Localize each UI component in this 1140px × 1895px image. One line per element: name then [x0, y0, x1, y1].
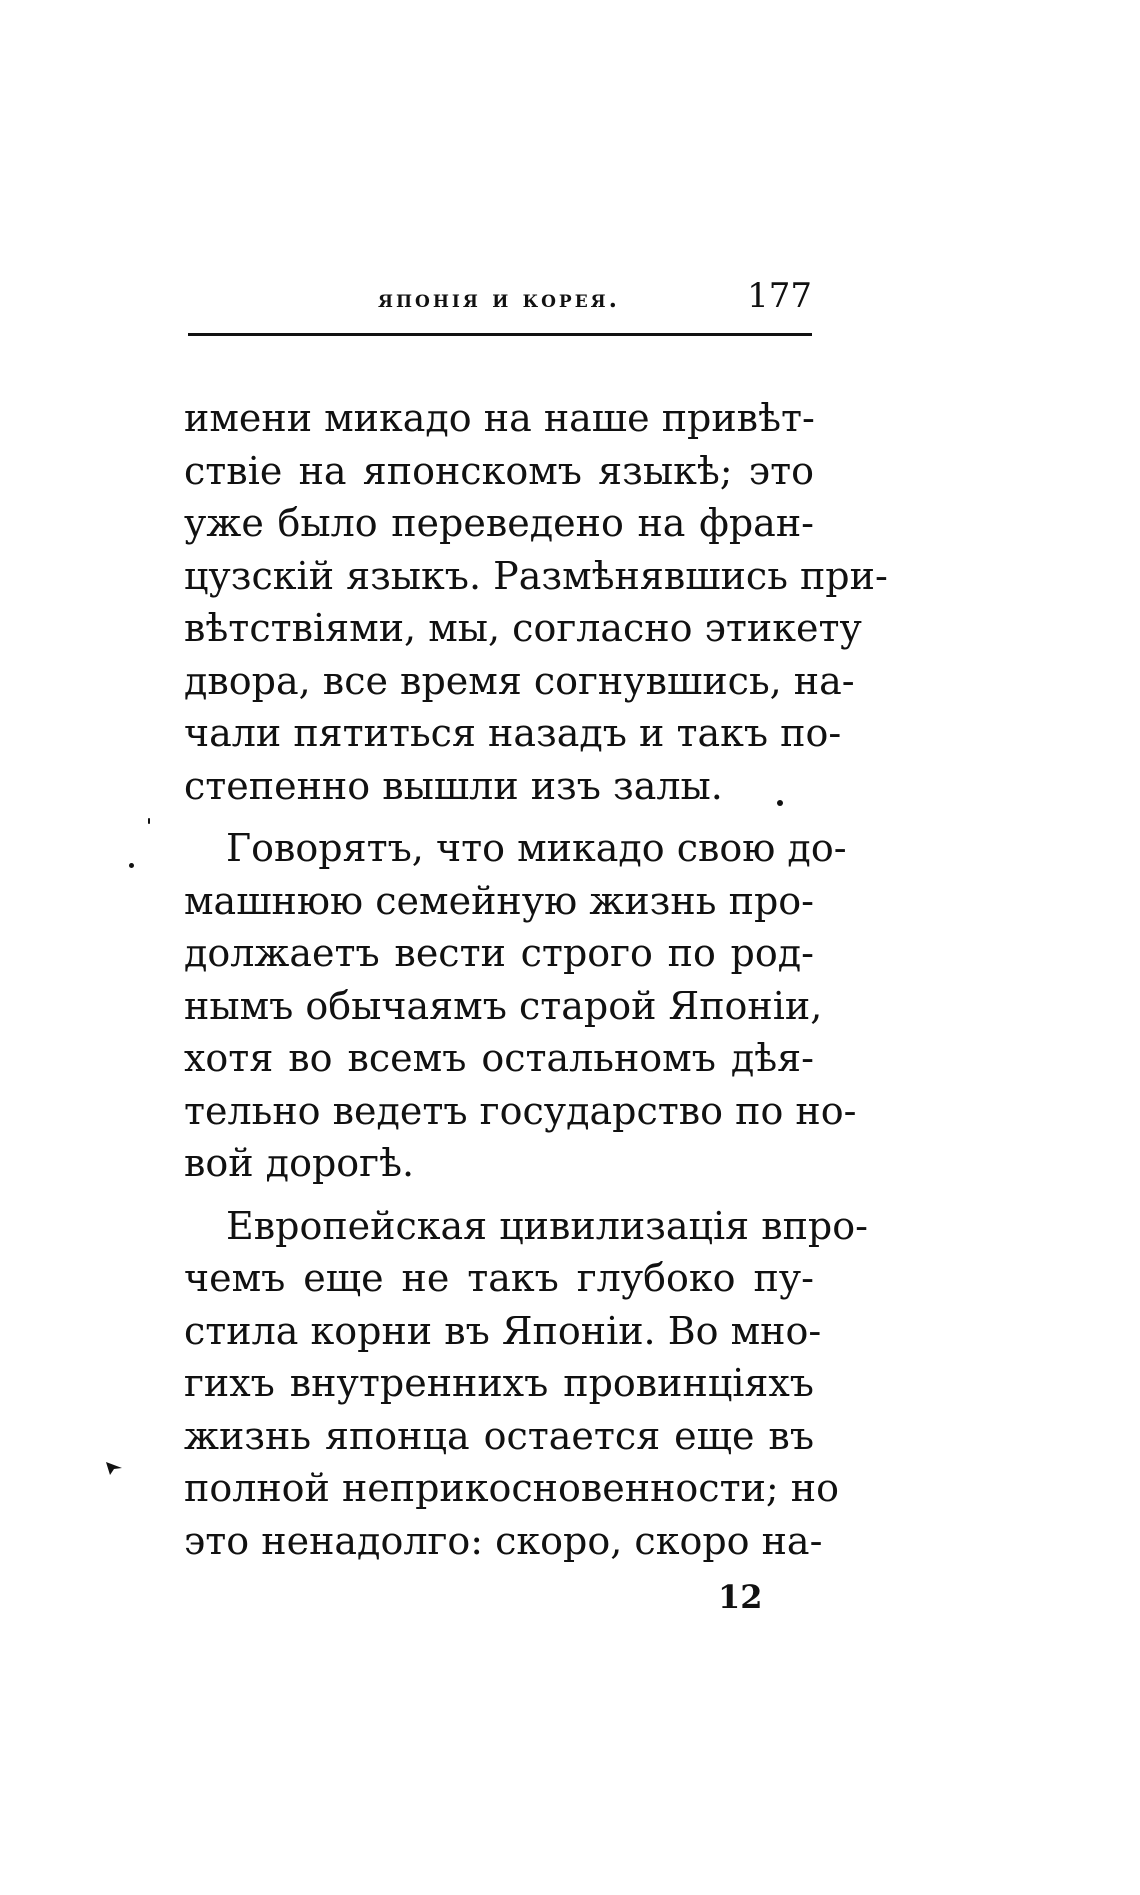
- paragraph-gap: [184, 812, 814, 822]
- text-line: это ненадолго: скоро, скоро на-: [184, 1518, 823, 1563]
- paragraph: [184, 1200, 868, 1568]
- text-line: уже было переведено на фран-: [184, 501, 814, 545]
- text-line: степенно вышли изъ залы.: [184, 763, 723, 808]
- text-line: двора, все время согнувшись, на-: [184, 658, 855, 703]
- text-line: машнюю семейную жизнь про-: [184, 878, 814, 923]
- paragraph: [184, 392, 888, 812]
- text-line: вой дорогѣ.: [184, 1141, 415, 1185]
- text-line: нымъ обычаямъ старой Японіи,: [184, 983, 823, 1028]
- paragraph-gap: [184, 1190, 814, 1200]
- margin-arrow-icon: [104, 1460, 124, 1476]
- text-line: стила корни въ Японіи. Во мно-: [184, 1308, 822, 1353]
- text-line: гихъ внутреннихъ провинціяхъ: [184, 1361, 814, 1405]
- text-line: жизнь японца остается еще въ: [184, 1413, 814, 1458]
- text-line: вѣтствіями, мы, согласно этикету: [184, 606, 862, 650]
- text-line: чали пятиться назадъ и такъ по-: [184, 711, 842, 755]
- body-text: [184, 392, 888, 1567]
- scan-speck: [148, 818, 150, 824]
- text-line: цузскій языкъ. Размѣнявшись при-: [184, 553, 888, 598]
- text-line: хотя во всемъ остальномъ дѣя-: [184, 1036, 814, 1080]
- text-line: Европейская цивилизація впро-: [226, 1203, 868, 1248]
- text-line: должаетъ вести строго по род-: [184, 931, 814, 975]
- scan-speck: [129, 863, 134, 868]
- scan-speck: [777, 800, 783, 806]
- text-line: полной неприкосновенности; но: [184, 1466, 839, 1510]
- text-line: Говорятъ, что микадо свою до-: [226, 826, 847, 870]
- header-rule: [188, 333, 812, 336]
- text-line: тельно ведетъ государство по но-: [184, 1088, 857, 1133]
- text-line: ствіе на японскомъ языкѣ; это: [184, 448, 814, 493]
- signature-mark: 12: [718, 1578, 763, 1616]
- text-line: имени микадо на наше привѣт-: [184, 396, 815, 440]
- paragraph: [184, 822, 857, 1190]
- page-number: 177: [747, 276, 812, 316]
- running-title: японія и корея.: [378, 284, 620, 313]
- running-head: [188, 276, 812, 320]
- text-line: чемъ еще не такъ глубоко пу-: [184, 1256, 814, 1300]
